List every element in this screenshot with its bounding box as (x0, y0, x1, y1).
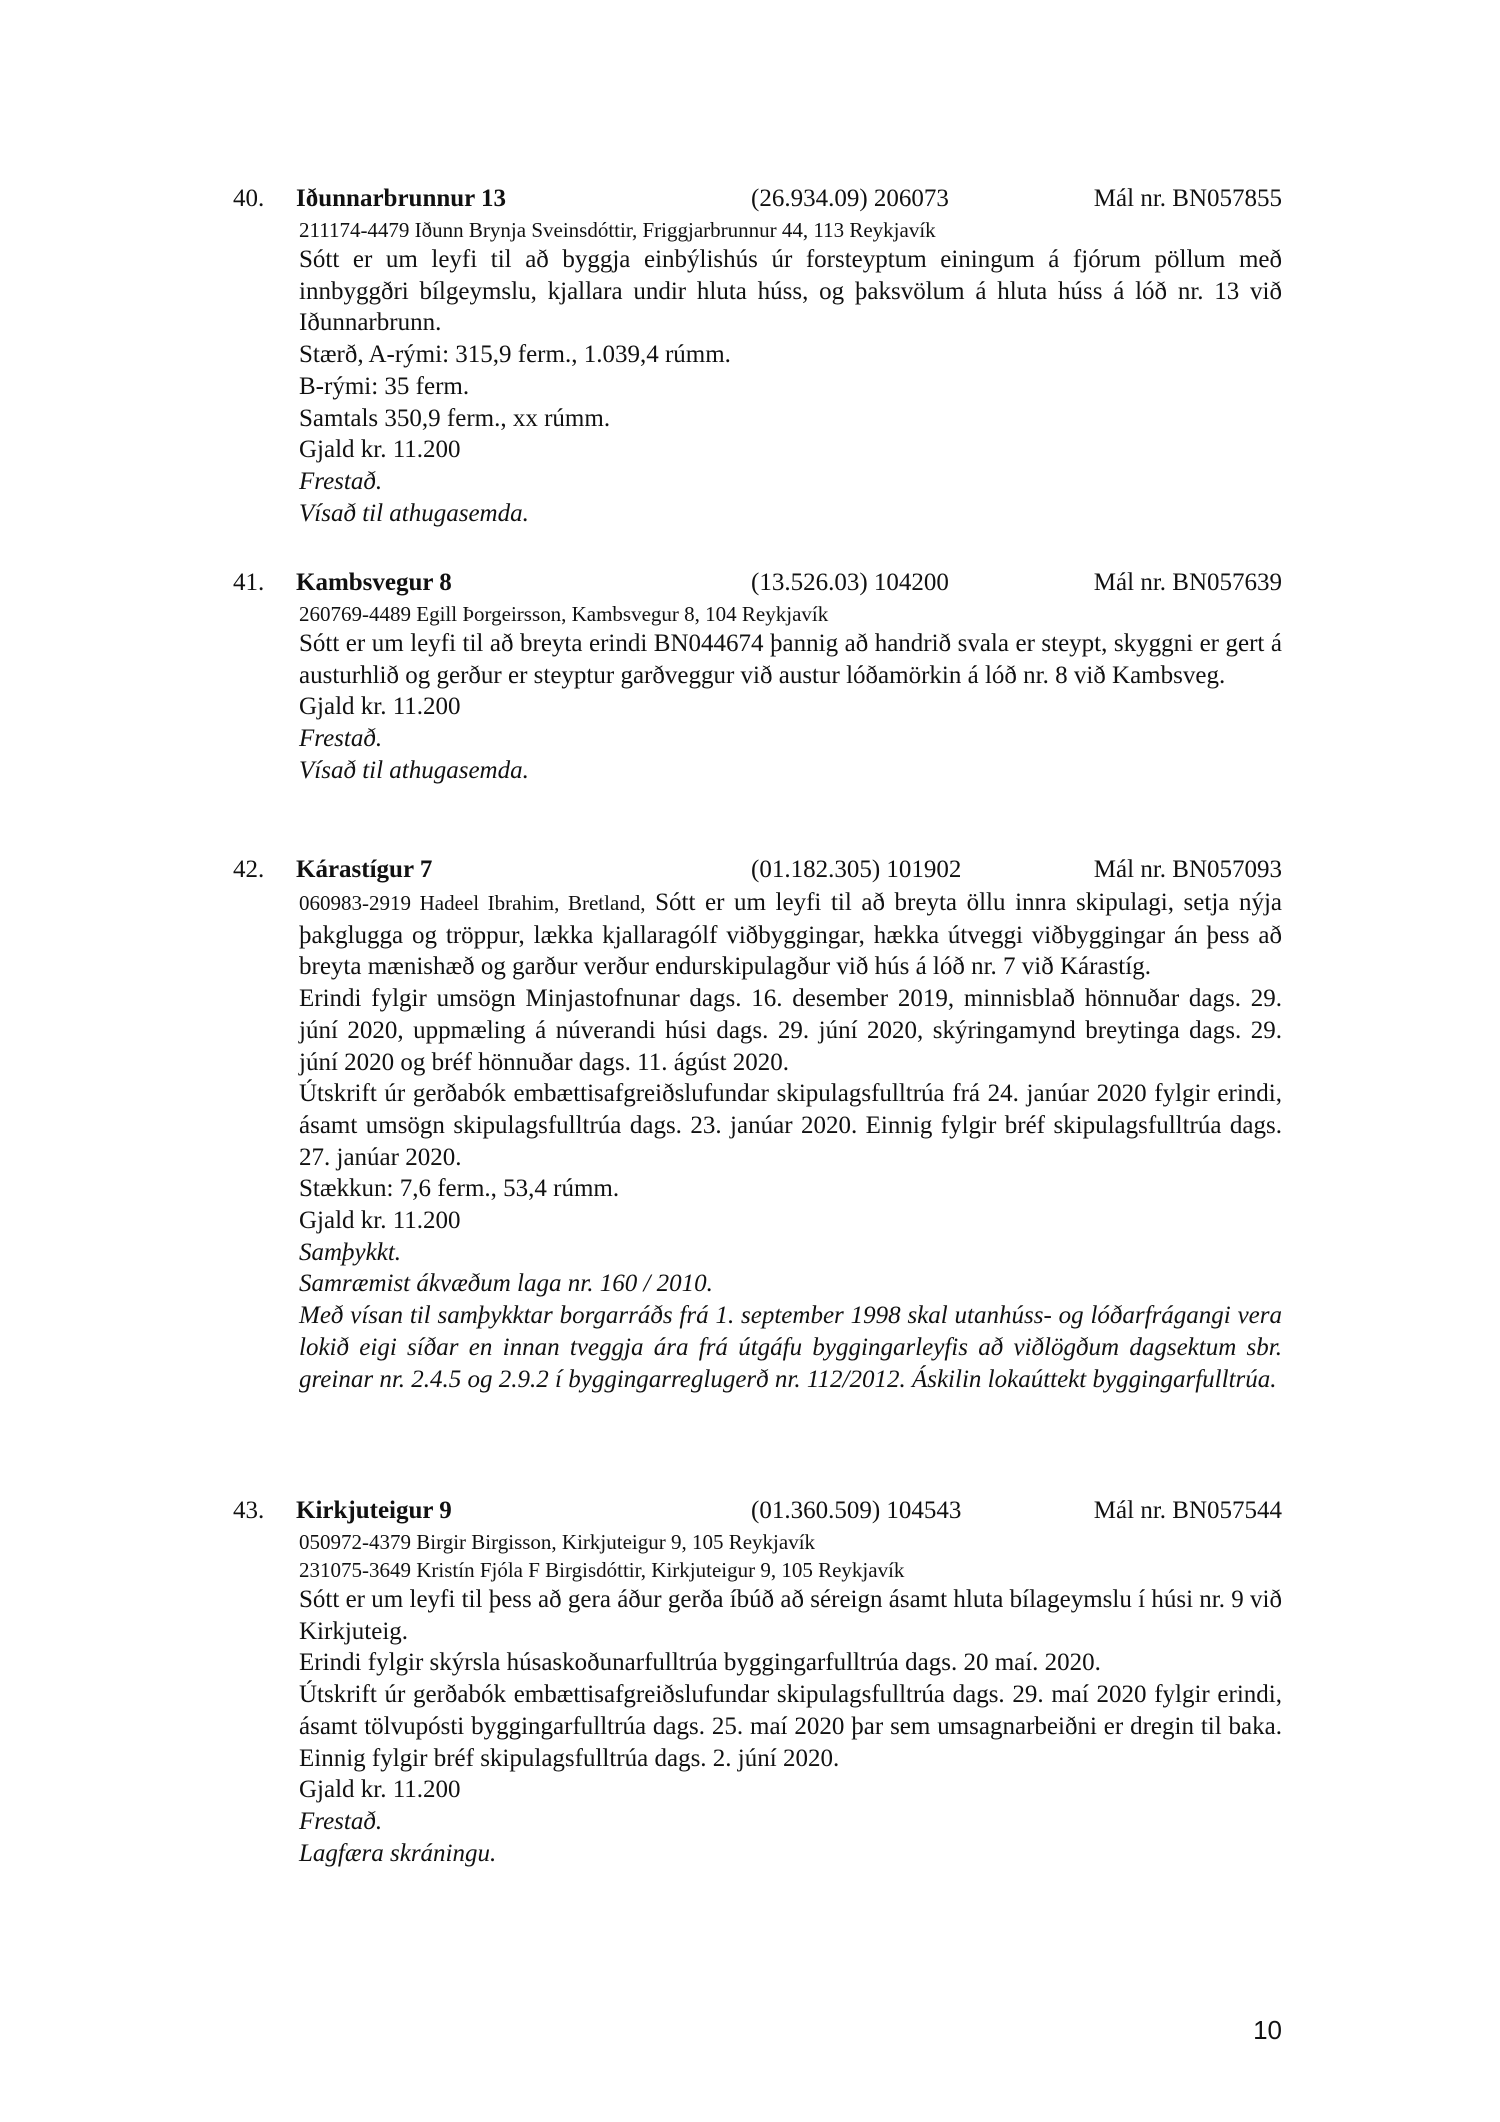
entry-number: 40. (233, 185, 265, 212)
page-number: 10 (1253, 2015, 1282, 2045)
minutes-text: Útskrift úr gerðabók embættisafgreiðslufundar skipulagsfulltrúa frá 24. janúar 2020 fylgir erindi, ásamt umsögn skipulagsfulltrúa dags. 23. janúar 2020. Einnig fylgir bréf skipulagsfulltrúa dags. 27. janúar 2020. (299, 1080, 1282, 1171)
street-address: Kirkjuteigur 9 (296, 1497, 452, 1524)
property-code: (13.526.03) 104200 (751, 569, 949, 596)
property-code: (26.934.09) 206073 (751, 185, 949, 212)
fee-line: Gjald kr. 11.200 (299, 436, 461, 464)
entry-number: 41. (233, 569, 265, 596)
decision-line: Frestað. (299, 1807, 383, 1835)
application-text: Sótt er um leyfi til að byggja einbýlishús úr forsteyptum einingum á fjórum pöllum með innbyggðri bílgeymslu, kjallara undir hluta húss, og þaksvölum á hluta húss á lóð nr. 13 við Iðunnarbrunn. (299, 246, 1282, 337)
case-entry-40 (0, 182, 1500, 529)
decision-note: Vísað til athugasemda. (299, 499, 529, 527)
fee-line: Gjald kr. 11.200 (299, 1776, 461, 1804)
property-code: (01.182.305) 101902 (751, 856, 962, 883)
application-text (299, 887, 1282, 983)
application-text: Sótt er um leyfi til þess að gera áður gerða íbúð að séreign ásamt hluta bílageymslu í húsi nr. 9 við Kirkjuteig. (299, 1586, 1282, 1645)
decision-note: Lagfæra skráningu. (299, 1839, 497, 1867)
case-number: Mál nr. BN057544 (1093, 1497, 1282, 1524)
entry-header (0, 1494, 1500, 1528)
case-entry-41 (0, 566, 1500, 787)
conditions-note: Með vísan til samþykktar borgarráðs frá 1. september 1998 skal utanhúss- og lóðarfrágangi vera lokið eigi síðar en innan tveggja ára frá útgáfu byggingarleyfis að viðlögðum dagsektum sbr. greinar nr. 2.4.5 og 2.9.2 í byggingarreglugerð nr. 112/2012. Áskilin lokaúttekt byggingarfulltrúa. (299, 1302, 1282, 1393)
entry-header (0, 853, 1500, 887)
case-number: Mál nr. BN057855 (1093, 185, 1282, 212)
decision-line: Frestað. (299, 725, 383, 753)
law-compliance-note: Samræmist ákvæðum laga nr. 160 / 2010. (299, 1270, 713, 1298)
street-address: Kambsvegur 8 (296, 569, 452, 596)
enlargement-line: Stækkun: 7,6 ferm., 53,4 rúmm. (299, 1175, 620, 1203)
entry-number: 42. (233, 856, 265, 883)
application-description: Sótt er um leyfi til að breyta öllu innra skipulagi, setja nýja þakglugga og tröppur, lækka kjallaragólf viðbyggingar, hækka útveggi viðbyggingar án þess að breyta mænishæð og garður verður endurskipulagður við hús á lóð nr. 7 við Kárastíg. (299, 889, 1282, 981)
decision-note: Vísað til athugasemda. (299, 756, 529, 784)
size-b-space: B-rými: 35 ferm. (299, 372, 470, 400)
case-entry-42 (0, 853, 1500, 1395)
case-entry-43 (0, 1494, 1500, 1869)
application-text: Sótt er um leyfi til að breyta erindi BN044674 þannig að handrið svala er steypt, skyggni er gert á austurhlið og gerður er steyptur garðveggur við austur lóðamörkin á lóð nr. 8 við Kambsveg. (299, 630, 1282, 689)
case-number: Mál nr. BN057639 (1093, 569, 1282, 596)
case-number: Mál nr. BN057093 (1093, 856, 1282, 883)
applicant-line: 260769-4489 Egill Þorgeirsson, Kambsvegur 8, 104 Reykjavík (299, 602, 829, 626)
fee-line: Gjald kr. 11.200 (299, 1207, 461, 1235)
size-a-space: Stærð, A-rými: 315,9 ferm., 1.039,4 rúmm. (299, 341, 731, 369)
applicant-line: 060983-2919 Hadeel Ibrahim, Bretland, (299, 891, 646, 915)
fee-line: Gjald kr. 11.200 (299, 693, 461, 721)
applicant-line: 231075-3649 Kristín Fjóla F Birgisdóttir, Kirkjuteigur 9, 105 Reykjavík (299, 1558, 905, 1582)
decision-line: Frestað. (299, 467, 383, 495)
inspection-report-text: Erindi fylgir skýrsla húsaskoðunarfulltrúa byggingarfulltrúa dags. 20 maí. 2020. (299, 1649, 1101, 1677)
decision-line: Samþykkt. (299, 1238, 402, 1266)
applicant-line: 211174-4479 Iðunn Brynja Sveinsdóttir, Friggjarbrunnur 44, 113 Reykjavík (299, 218, 936, 242)
entry-number: 43. (233, 1497, 265, 1524)
entry-header (0, 182, 1500, 216)
attachments-text: Erindi fylgir umsögn Minjastofnunar dags. 16. desember 2019, minnisblað hönnuðar dags. 29. júní 2020, uppmæling á núverandi húsi dags. 29. júní 2020, skýringamynd breytinga dags. 29. júní 2020 og bréf hönnuðar dags. 11. ágúst 2020. (299, 985, 1282, 1076)
size-total: Samtals 350,9 ferm., xx rúmm. (299, 404, 611, 432)
minutes-text: Útskrift úr gerðabók embættisafgreiðslufundar skipulagsfulltrúa dags. 29. maí 2020 fylgir erindi, ásamt tölvupósti byggingarfulltrúa dags. 25. maí 2020 þar sem umsagnarbeiðni er dregin til baka. Einnig fylgir bréf skipulagsfulltrúa dags. 2. júní 2020. (299, 1681, 1282, 1772)
property-code: (01.360.509) 104543 (751, 1497, 962, 1524)
street-address: Iðunnarbrunnur 13 (296, 185, 507, 212)
entry-header (0, 566, 1500, 600)
applicant-line: 050972-4379 Birgir Birgisson, Kirkjuteigur 9, 105 Reykjavík (299, 1530, 816, 1554)
street-address: Kárastígur 7 (296, 856, 433, 883)
